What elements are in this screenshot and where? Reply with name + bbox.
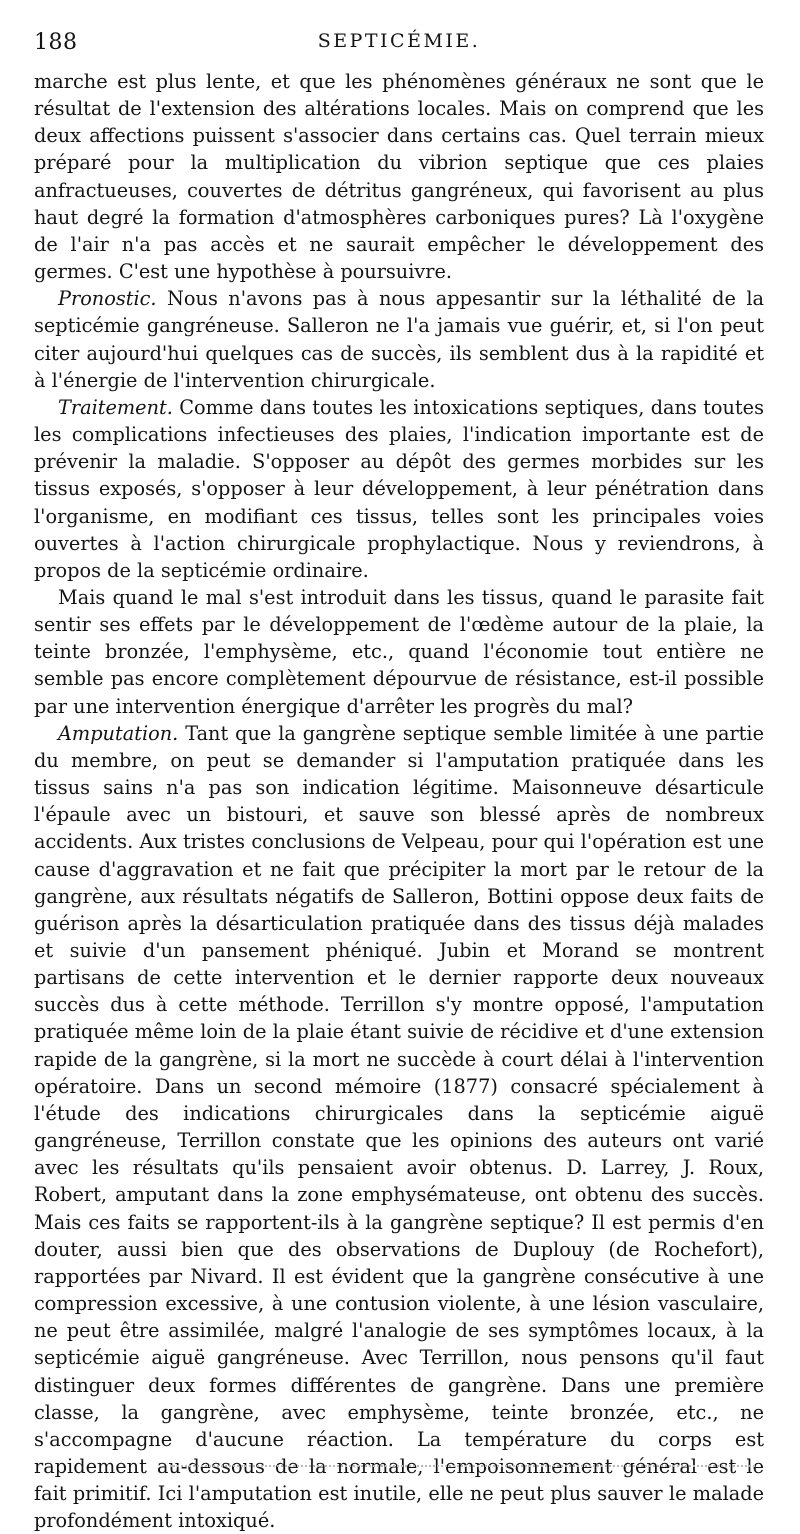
footer-dotted-rule [170, 1465, 755, 1467]
paragraph-continuation [34, 68, 764, 285]
paragraph-text: Comme dans toutes les intoxications septiques, dans toutes les complications infectieuses des plaies, l'indication importante est de prévenir la maladie. S'opposer au dépôt des germes morbides sur les tissus exposés, s'opposer à leur développement, à leur pénétration dans l'organisme, en modifiant ces tissus, telles sont les principales voies ouvertes à l'action chirurgicale prophylactique. Nous y reviendrons, à propos de la septicémie ordinaire. [34, 395, 764, 582]
paragraph-intervention [34, 584, 764, 720]
body-text [34, 68, 764, 1534]
paragraph-traitement [34, 394, 764, 584]
paragraph-pronostic [34, 285, 764, 394]
section-lead-pronostic: Pronostic. [58, 287, 157, 311]
section-lead-amputation: Amputation. [58, 721, 179, 745]
page-number: 188 [34, 30, 78, 55]
paragraph-text: Tant que la gangrène septique semble limitée à une partie du membre, on peut se demander si l'amputation pratiquée dans les tissus sains n'a pas son indication légitime. Maisonneuve désarticule l'épaule avec un bistouri, et sauve son blessé après de nombreux accidents. Aux tristes conclusions de Velpeau, pour qui l'opération est une cause d'aggravation et ne fait que précipiter la mort par le retour de la gangrène, aux résultats négatifs de Salleron, Bottini oppose deux faits de guérison après la désarticulation pratiquée dans des tissus déjà malades et suivie d'un pansement phéniqué. Jubin et Morand se montrent partisans de cette intervention et le dernier rapporte deux nouveaux succès dus à cette méthode. Terrillon s'y montre opposé, l'amputation pratiquée même loin de la plaie étant suivie de récidive et d'une extension rapide de la gangrène, si la mort ne succède à court délai à l'intervention opératoire. Dans un second mémoire (1877) consacré spécialement à l'étude des indications chirurgicales dans la septicémie aiguë gangréneuse, Terrillon constate que les opinions des auteurs ont varié avec les résultats qu'ils pensaient avoir obtenus. D. Larrey, J. Roux, Robert, amputant dans la zone emphysémateuse, ont obtenu des succès. Mais ces faits se rapportent-ils à la gangrène septique? Il est permis d'en douter, aussi bien que des observations de Duplouy (de Rochefort), rapportées par Nivard. Il est évident que la gangrène consécutive à une compression excessive, à une contusion violente, à une lésion vasculaire, ne peut être assimilée, malgré l'analogie de ses symptômes locaux, à la septicémie aiguë gangréneuse. Avec Terrillon, nous pensons qu'il faut distinguer deux formes différentes de gangrène. Dans une première classe, la gangrène, avec emphysème, teinte bronzée, etc., ne s'accompagne d'aucune réaction. La température du corps est rapidement au-dessous de la normale, l'empoisonnement général est le fait primitif. Ici l'amputation est inutile, elle ne peut plus sauver le malade profondément intoxiqué. [34, 721, 764, 1533]
running-title: SEPTICÉMIE. [317, 30, 481, 52]
paragraph-amputation [34, 720, 764, 1534]
paragraph-text: marche est plus lente, et que les phénomènes généraux ne sont que le résultat de l'extension des altérations locales. Mais on comprend que les deux affections puissent s'associer dans certains cas. Quel terrain mieux préparé pour la multiplication du vibrion septique que ces plaies anfractueuses, couvertes de détritus gangréneux, qui favorisent au plus haut degré la formation d'atmosphères carboniques pures? Là l'oxygène de l'air n'a pas accès et ne saurait empêcher le développement des germes. C'est une hypothèse à poursuivre. [34, 70, 764, 284]
paragraph-text: Mais quand le mal s'est introduit dans les tissus, quand le parasite fait sentir ses effets par le développement de l'œdème autour de la plaie, la teinte bronzée, l'emphysème, etc., quand l'économie tout entière ne semble pas encore complètement dépourvue de résistance, est-il possible par une intervention énergique d'arrêter les progrès du mal? [34, 585, 764, 718]
page-header [34, 30, 764, 60]
paragraph-text: Nous n'avons pas à nous appesantir sur la léthalité de la septicémie gangréneuse. Salleron ne l'a jamais vue guérir, et, si l'on peut citer aujourd'hui quelques cas de succès, ils semblent dus à la rapidité et à l'énergie de l'intervention chirurgicale. [34, 287, 765, 392]
section-lead-traitement: Traitement. [58, 395, 173, 419]
